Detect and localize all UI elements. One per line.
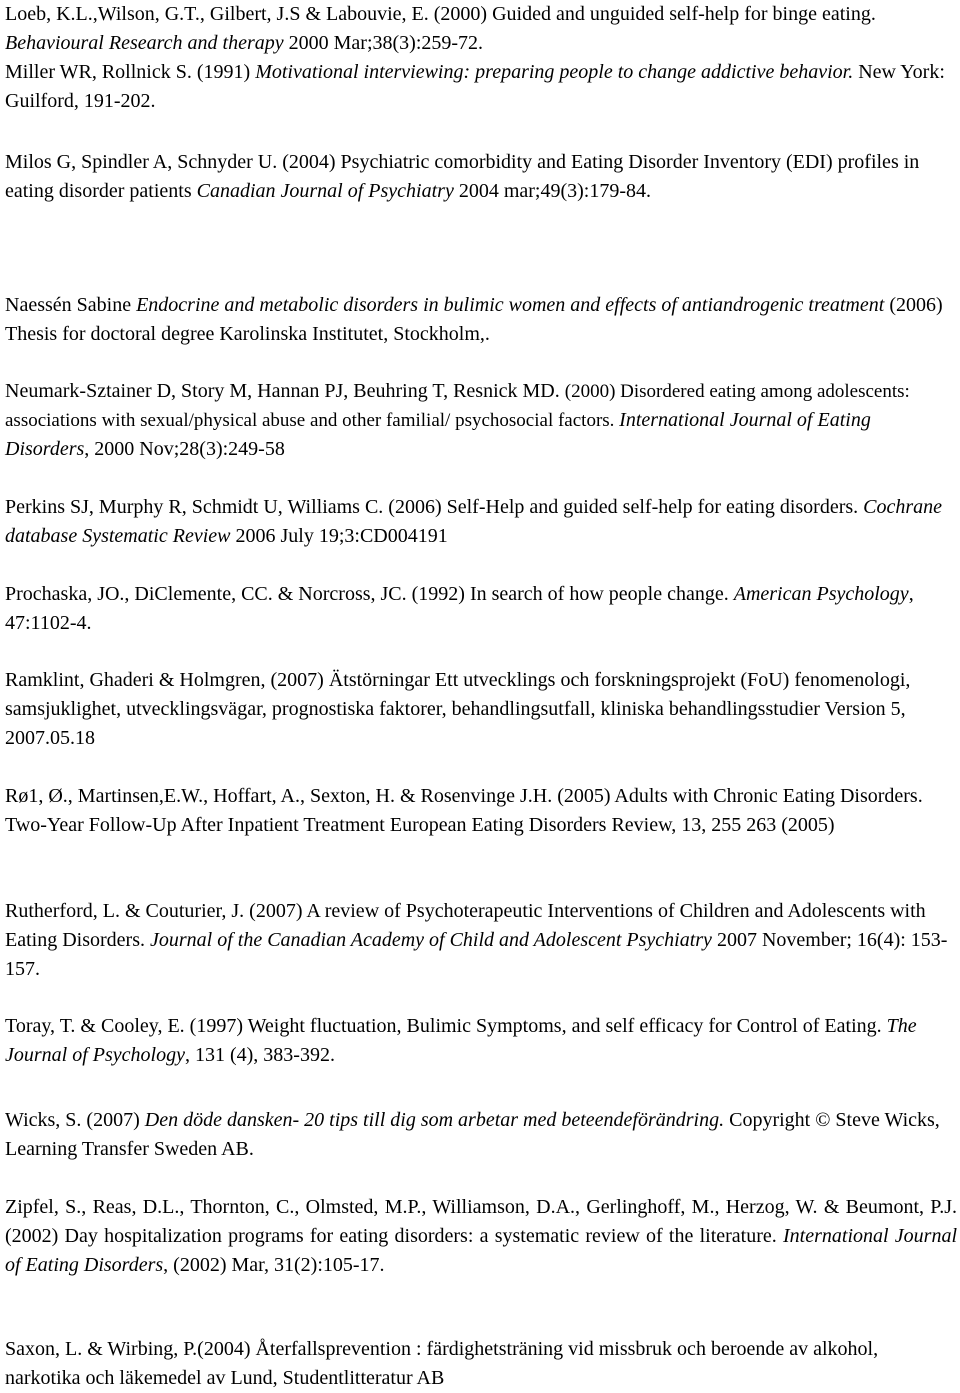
reference-text: Miller WR, Rollnick S. (1991) (5, 61, 256, 83)
reference-saxon (5, 1335, 957, 1393)
reference-naessen (5, 291, 957, 349)
reference-perkins (5, 493, 957, 551)
reference-title-italic: Journal of the Canadian Academy of Child and Adolescent Psychiatry (149, 929, 712, 951)
reference-title-italic: International Journal of Eating Disorders (5, 1225, 958, 1276)
reference-text: , 131 (4), 383-392. (184, 1044, 335, 1066)
reference-title-italic: Endocrine and metabolic disorders in bulimic women and effects of antiandrogenic treatment (136, 294, 885, 316)
reference-text: (2000) Disordered eating among adolescents: associations with sexual/physical abuse and other familial/ psychosocial factors. (5, 381, 910, 431)
reference-text: Prochaska, JO., DiClemente, CC. & Norcross, JC. (1992) In search of how people change. (5, 583, 734, 605)
reference-text: Perkins SJ, Murphy R, Schmidt U, Williams C. (2006) Self-Help and guided self-help for eating disorders. (5, 496, 864, 518)
reference-text: Toray, T. & Cooley, E. (1997) Weight fluctuation, Bulimic Symptoms, and self efficacy for Control of Eating. (5, 1015, 887, 1037)
reference-text: Milos G, Spindler A, Schnyder U. (2004) Psychiatric comorbidity and Eating Disorder Inventory (EDI) profiles in eating disorder patients (5, 151, 920, 202)
reference-wicks (5, 1106, 957, 1164)
reference-prochaska (5, 580, 957, 638)
reference-miller (5, 58, 957, 116)
reference-title-italic: Canadian Journal of Psychiatry (196, 180, 454, 202)
reference-toray (5, 1012, 957, 1070)
reference-title-italic: Cochrane database Systematic Review (5, 496, 943, 547)
reference-text: (2006) Thesis for doctoral degree Karolinska Institutet, Stockholm,. (5, 294, 943, 345)
reference-title-italic: The Journal of Psychology (5, 1015, 917, 1066)
reference-title-italic: American Psychology (733, 583, 909, 605)
reference-title-italic: Motivational interviewing: preparing people to change addictive behavior. (255, 61, 854, 83)
reference-text: Neumark-Sztainer D, Story M, Hannan PJ, Beuhring T, Resnick MD. (5, 380, 565, 402)
reference-text: , 47:1102-4. (5, 583, 914, 634)
reference-text: 2007 November; 16(4): 153-157. (5, 929, 948, 980)
reference-title-italic: Den döde dansken- 20 tips till dig som arbetar med beteendeförändring. (144, 1109, 725, 1131)
reference-text: 2006 July 19;3:CD004191 (230, 525, 448, 547)
reference-rutherford (5, 897, 957, 984)
reference-ramklint (5, 666, 957, 753)
reference-text: 2000 Mar;38(3):259-72. (283, 32, 484, 54)
reference-zipfel (5, 1193, 957, 1280)
reference-text: Ramklint, Ghaderi & Holmgren, (2007) Ätstörningar Ett utvecklings och forskningsprojekt (FoU) fenomenologi, samsjuklighet, utvecklingsvägar, prognostiska faktorer, behandlingsutfall, kliniska behandlingsstudier Version 5, 2007.05.18 (5, 669, 911, 749)
reference-ro (5, 782, 957, 840)
reference-title-italic: Behavioural Research and therapy (5, 32, 284, 54)
reference-loeb (5, 0, 957, 58)
reference-text: Rø1, Ø., Martinsen,E.W., Hoffart, A., Sexton, H. & Rosenvinge J.H. (2005) Adults with Chronic Eating Disorders. Two-Year Follow-Up After Inpatient Treatment European Eating Disorders Review, 13, 255 263 (2005) (5, 785, 923, 836)
reference-text: , (2002) Mar, 31(2):105-17. (163, 1254, 385, 1276)
reference-text: Zipfel, S., Reas, D.L., Thornton, C., Olmsted, M.P., Williamson, D.A., Gerlinghoff, M., Herzog, W. & Beumont, P.J. (2002) Day hospitalization programs for eating disorders: a systematic review of the literature. (5, 1196, 957, 1247)
reference-text: Rutherford, L. & Couturier, J. (2007) A review of Psychoterapeutic Interventions of Children and Adolescents with Eating Disorders. (5, 900, 926, 951)
reference-milos (5, 148, 957, 206)
reference-text: 2004 mar;49(3):179-84. (453, 180, 652, 202)
reference-neumark (5, 377, 957, 464)
reference-text: New York: Guilford, 191-202. (5, 61, 945, 112)
reference-text: Loeb, K.L.,Wilson, G.T., Gilbert, J.S & Labouvie, E. (2000) Guided and unguided self-help for binge eating. (5, 3, 876, 25)
reference-text: Naessén Sabine (5, 294, 137, 316)
reference-title-italic: International Journal of Eating Disorders (5, 409, 871, 460)
reference-text: , 2000 Nov;28(3):249-58 (84, 438, 285, 460)
reference-text: Copyright © Steve Wicks, Learning Transfer Sweden AB. (5, 1109, 940, 1160)
reference-text: Saxon, L. & Wirbing, P.(2004) Återfallsprevention : färdighetsträning vid missbruk och beroende av alkohol, narkotika och läkemedel av Lund, Studentlitteratur AB (5, 1338, 879, 1389)
reference-text: Wicks, S. (2007) (5, 1109, 145, 1131)
